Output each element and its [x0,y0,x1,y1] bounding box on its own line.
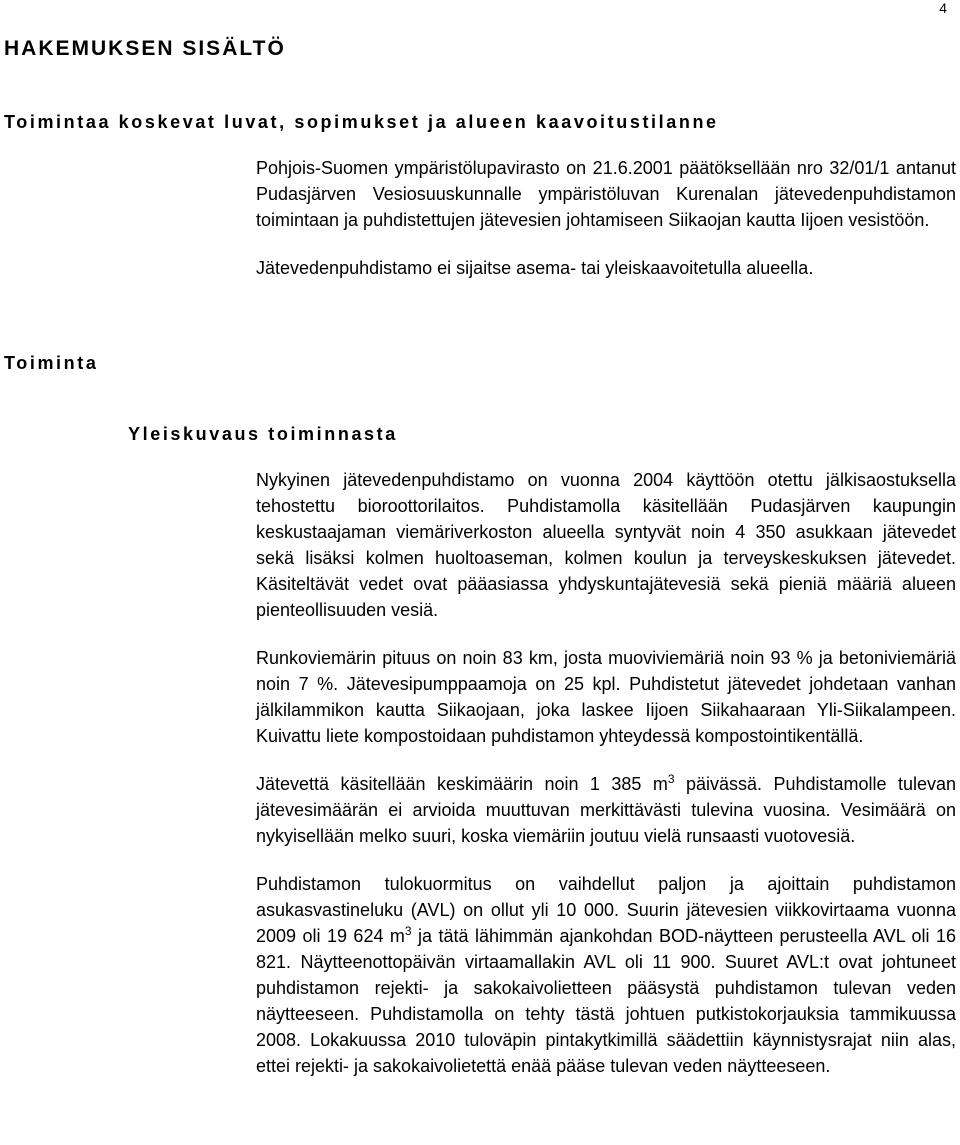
load-text-a: Puhdistamon tulokuormitus on vaihdellut paljon ja ajoittain puhdistamon asukasvastineluku (AVL) on ollut yli 10 000. Suurin jätevesien viikkovirtaama vuonna 2009 oli 19 624 m [256,874,956,946]
document-title: HAKEMUKSEN SISÄLTÖ [4,37,286,60]
volume-text-a: Jätevettä käsitellään keskimäärin noin 1 385 m [256,774,668,794]
cubic-superscript: 3 [667,772,675,786]
influent-load-paragraph [256,871,956,1079]
subsection-heading-overview: Yleiskuvaus toiminnasta [128,424,398,444]
volume-text-b: päivässä. Puhdistamolle tulevan jätevesimäärän ei arvioida muuttuvan merkittävästi tulevina vuosina. Vesimäärä on nykyisellään melko suuri, koska viemäriin joutuu vielä runsaasti vuotovesiä. [256,774,957,846]
zoning-paragraph: Jätevedenpuhdistamo ei sijaitse asema- tai yleiskaavoitetulla alueella. [256,258,814,278]
permit-paragraph: Pohjois-Suomen ympäristölupavirasto on 21.6.2001 päätöksellään nro 32/01/1 antanut Pudasjärven Vesiosuuskunnalle ympäristöluvan Kurenalan jätevedenpuhdistamon toimintaan ja puhdistettujen jätevesien johtamiseen Siikaojan kautta Iijoen vesistöön. [256,158,956,230]
overview-body [256,467,956,1079]
section-heading-permits: Toimintaa koskevat luvat, sopimukset ja alueen kaavoitustilanne [4,112,719,132]
section-heading-operation: Toiminta [4,353,99,373]
overview-paragraph: Nykyinen jätevedenpuhdistamo on vuonna 2004 käyttöön otettu jälkisaostuksella tehostettu bioroottorilaitos. Puhdistamolla käsitellään Pudasjärven kaupungin keskustaajaman viemäriverkoston alueella syntyvät noin 4 350 asukkaan jätevedet sekä lisäksi kolmen huoltoaseman, kolmen koulun ja terveyskeskuksen jätevedet. Käsiteltävät vedet ovat pääasiassa yhdyskuntajätevesiä sekä pieniä määriä alueen pienteollisuuden vesiä. [256,470,956,620]
permits-body [256,155,956,281]
sewer-network-paragraph: Runkoviemärin pituus on noin 83 km, josta muoviviemäriä noin 93 % ja betoniviemäriä noin 7 %. Jätevesipumppaamoja on 25 kpl. Puhdistetut jätevedet johdetaan vanhan jälkilammikon kautta Siikaojaan, joka laskee Iijoen Siikahaaraan Yli-Siikalampeen. Kuivattu liete kompostoidaan puhdistamon yhteydessä kompostointikentällä. [256,648,956,746]
wastewater-volume-paragraph [256,771,956,849]
load-text-b: ja tätä lähimmän ajankohdan BOD-näytteen perusteella AVL oli 16 821. Näytteenottopäivän virtaamallakin AVL oli 11 900. Suuret AVL:t ovat johtuneet puhdistamon rejekti- ja sakokaivolietteen pääsystä puhdistamon tulevan veden näytteeseen. Puhdistamolla on tehty tästä johtuen putkistokorjauksia tammikuussa 2008. Lokakuussa 2010 tuloväpin pintakytkimillä säädettiin käynnistysrajat niin alas, ettei rejekti- ja sakokaivolietettä enää pääse tulevan veden näytteeseen. [256,926,957,1076]
page-number: 4 [939,0,947,16]
cubic-superscript: 3 [404,924,412,938]
